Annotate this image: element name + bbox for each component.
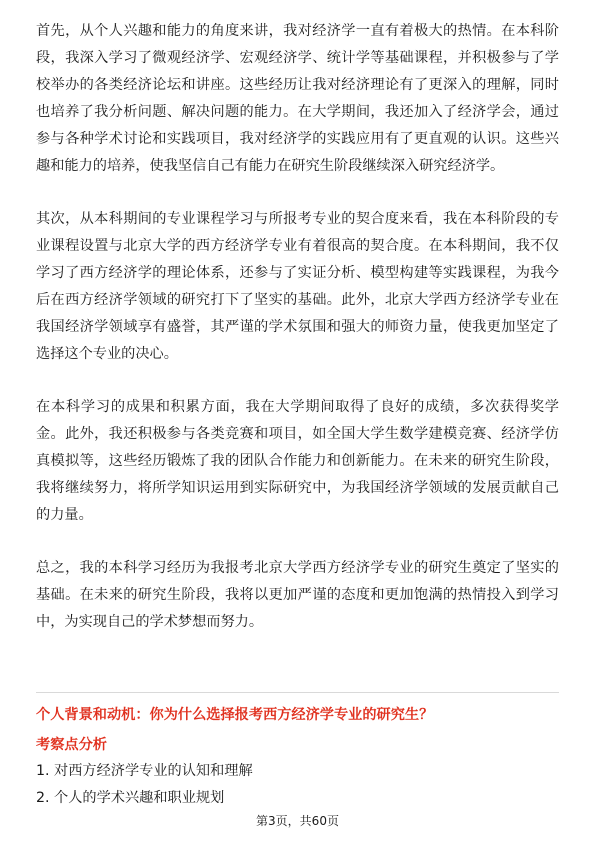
list-item: 1. 对西方经济学专业的认知和理解 — [36, 763, 253, 779]
answer-body — [36, 18, 559, 636]
analysis-points-list — [36, 758, 253, 812]
paragraph-conclusion: 总之，我的本科学习经历为我报考北京大学西方经济学专业的研究生奠定了坚实的基础。在未来的研究生阶段，我将以更加严谨的态度和更加饱满的热情投入到学习中，为实现自己的学术梦想而努力。 — [36, 560, 559, 630]
page-number: 第3页，共60页 — [256, 814, 339, 828]
question-heading: 个人背景和动机：你为什么选择报考西方经济学专业的研究生？ — [36, 707, 434, 723]
section-divider — [36, 692, 559, 693]
list-item: 2. 个人的学术兴趣和职业规划 — [36, 790, 225, 806]
analysis-heading: 考察点分析 — [36, 737, 107, 753]
paragraph-curriculum: 其次，从本科期间的专业课程学习与所报考专业的契合度来看，我在本科阶段的专业课程设置与北京大学的西方经济学专业有着很高的契合度。在本科期间，我不仅学习了西方经济学的理论体系，还参与了实证分析、模型构建等实践课程，为我今后在西方经济学领域的研究打下了坚实的基础。此外，北京大学西方经济学专业在我国经济学领域享有盛誉，其严谨的学术氛围和强大的师资力量，使我更加坚定了选择这个专业的决心。 — [36, 211, 559, 362]
paragraph-achievements: 在本科学习的成果和积累方面，我在大学期间取得了良好的成绩，多次获得奖学金。此外，我还积极参与各类竞赛和项目，如全国大学生数学建模竞赛、经济学仿真模拟等，这些经历锻炼了我的团队合作能力和创新能力。在未来的研究生阶段，我将继续努力，将所学知识运用到实际研究中，为我国经济学领域的发展贡献自己的力量。 — [36, 399, 559, 523]
paragraph-interest: 首先，从个人兴趣和能力的角度来讲，我对经济学一直有着极大的热情。在本科阶段，我深入学习了微观经济学、宏观经济学、统计学等基础课程，并积极参与了学校举办的各类经济论坛和讲座。这些经历让我对经济理论有了更深入的理解，同时也培养了我分析问题、解决问题的能力。在大学期间，我还加入了经济学会，通过参与各种学术讨论和实践项目，我对经济学的实践应用有了更直观的认识。这些兴趣和能力的培养，使我坚信自己有能力在研究生阶段继续深入研究经济学。 — [36, 23, 559, 174]
